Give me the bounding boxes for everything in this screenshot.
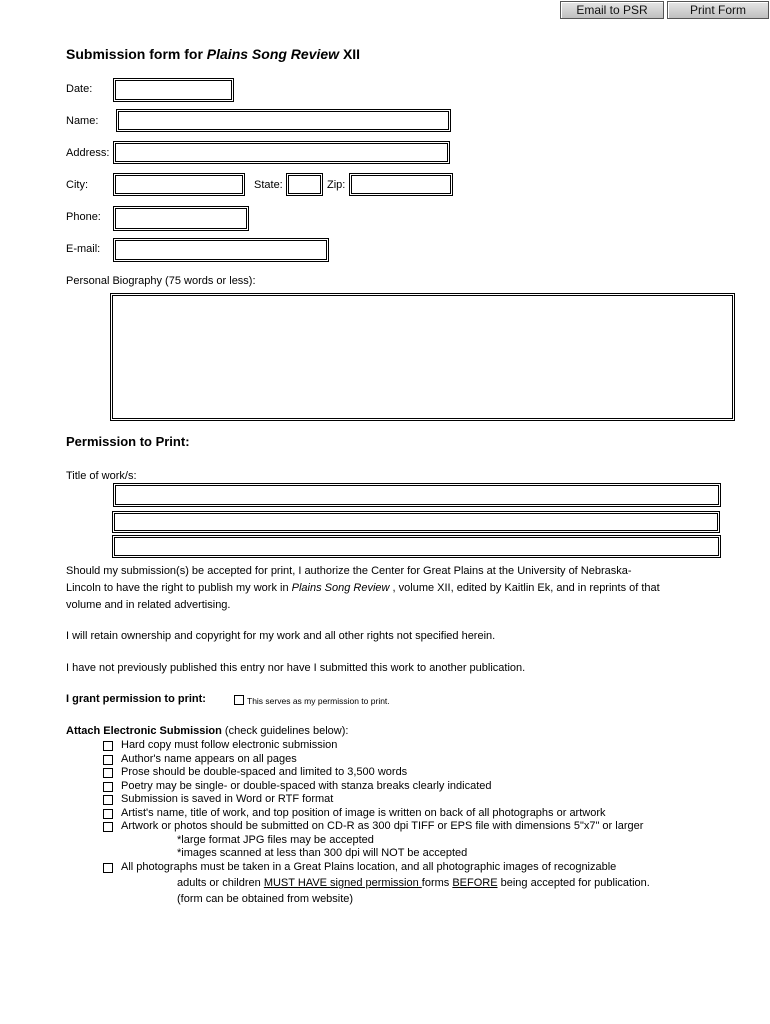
title-volume: XII [339, 46, 361, 62]
checkbox-great-plains-photos[interactable] [103, 863, 113, 873]
title-of-work-field-1[interactable] [115, 485, 719, 505]
state-label: State: [254, 179, 283, 191]
checkbox-poetry[interactable] [103, 782, 113, 792]
email-label: E-mail: [66, 243, 101, 255]
continuation-text-a: adults or children [177, 877, 264, 889]
ownership-paragraph: I will retain ownership and copyright for my work and all other rights not specified herein. [66, 630, 496, 642]
print-button-label: Print Form [689, 3, 746, 17]
must-have-signed-permission: MUST HAVE signed permission [263, 877, 422, 889]
continuation-text-b: forms [421, 877, 453, 889]
grant-permission-label: I grant permission to print: [66, 693, 206, 705]
guideline-item: Artwork or photos should be submitted on CD-R as 300 dpi TIFF or EPS file with dimensions 5"x7" or larger [121, 820, 644, 832]
permission-heading: Permission to Print: [66, 434, 190, 449]
checkbox-word-rtf[interactable] [103, 795, 113, 805]
email-to-psr-button[interactable] [560, 1, 664, 19]
checkbox-authors-name[interactable] [103, 755, 113, 765]
authorization-journal-name: Plains Song Review [291, 582, 390, 594]
zip-field[interactable] [351, 175, 451, 194]
guideline-item-continuation [177, 877, 650, 889]
continuation-text-c: being accepted for publication. [497, 877, 650, 889]
name-field[interactable] [118, 111, 449, 130]
page-title [66, 46, 360, 62]
date-label: Date: [66, 83, 93, 95]
guideline-item: Author's name appears on all pages [121, 753, 297, 765]
attach-heading [66, 725, 348, 737]
authorization-text-a: Should my submission(s) be accepted for print, I authorize the Center for Great Plains at the University of Nebraska-Lincoln to have the right to publish my work in [66, 565, 632, 594]
before-emphasis: BEFORE [452, 877, 498, 889]
guideline-item: Poetry may be single- or double-spaced with stanza breaks clearly indicated [121, 780, 492, 792]
email-field[interactable] [115, 240, 327, 260]
checkbox-artists-name[interactable] [103, 809, 113, 819]
dpi-note: *images scanned at less than 300 dpi will NOT be accepted [177, 847, 468, 859]
date-field[interactable] [115, 80, 232, 100]
authorization-text-b: , volume XII, edited by Kaitlin Ek, and in reprints of that volume and in related advertising. [66, 582, 660, 611]
city-label: City: [66, 179, 88, 191]
grant-permission-checkbox[interactable] [234, 695, 244, 705]
checkbox-prose[interactable] [103, 768, 113, 778]
address-field[interactable] [115, 143, 448, 162]
guideline-item: Hard copy must follow electronic submission [121, 739, 338, 751]
form-website-note: (form can be obtained from website) [177, 893, 354, 905]
guideline-item: Artist's name, title of work, and top position of image is written on back of all photographs or artwork [121, 807, 606, 819]
title-journal-name: Plains Song Review [206, 46, 340, 62]
authorization-paragraph [66, 563, 666, 614]
not-published-paragraph: I have not previously published this entry nor have I submitted this work to another publication. [66, 662, 526, 674]
print-form-button[interactable] [667, 1, 769, 19]
checkbox-artwork-cdr[interactable] [103, 822, 113, 832]
title-prefix: Submission form for [66, 46, 207, 62]
guideline-item: All photographs must be taken in a Great Plains location, and all photographic images of recognizable [121, 861, 617, 873]
phone-label: Phone: [66, 211, 101, 223]
title-of-work-field-3[interactable] [114, 537, 719, 556]
title-of-work-label: Title of work/s: [66, 470, 137, 482]
name-label: Name: [66, 115, 99, 127]
jpg-note: *large format JPG files may be accepted [177, 834, 374, 846]
checkbox-hard-copy[interactable] [103, 741, 113, 751]
city-field[interactable] [115, 175, 243, 194]
email-button-label: Email to PSR [576, 3, 648, 17]
address-label: Address: [66, 147, 110, 159]
biography-textarea[interactable] [112, 295, 733, 419]
zip-label: Zip: [327, 179, 346, 191]
title-of-work-field-2[interactable] [114, 513, 718, 531]
state-field[interactable] [288, 175, 321, 194]
attach-heading-bold: Attach Electronic Submission [66, 725, 222, 737]
attach-heading-rest: (check guidelines below): [221, 725, 349, 737]
bio-label: Personal Biography (75 words or less): [66, 275, 256, 287]
grant-permission-checkbox-text: This serves as my permission to print. [247, 696, 390, 706]
guideline-item: Submission is saved in Word or RTF format [121, 793, 334, 805]
guideline-item: Prose should be double-spaced and limited to 3,500 words [121, 766, 408, 778]
phone-field[interactable] [115, 208, 247, 229]
